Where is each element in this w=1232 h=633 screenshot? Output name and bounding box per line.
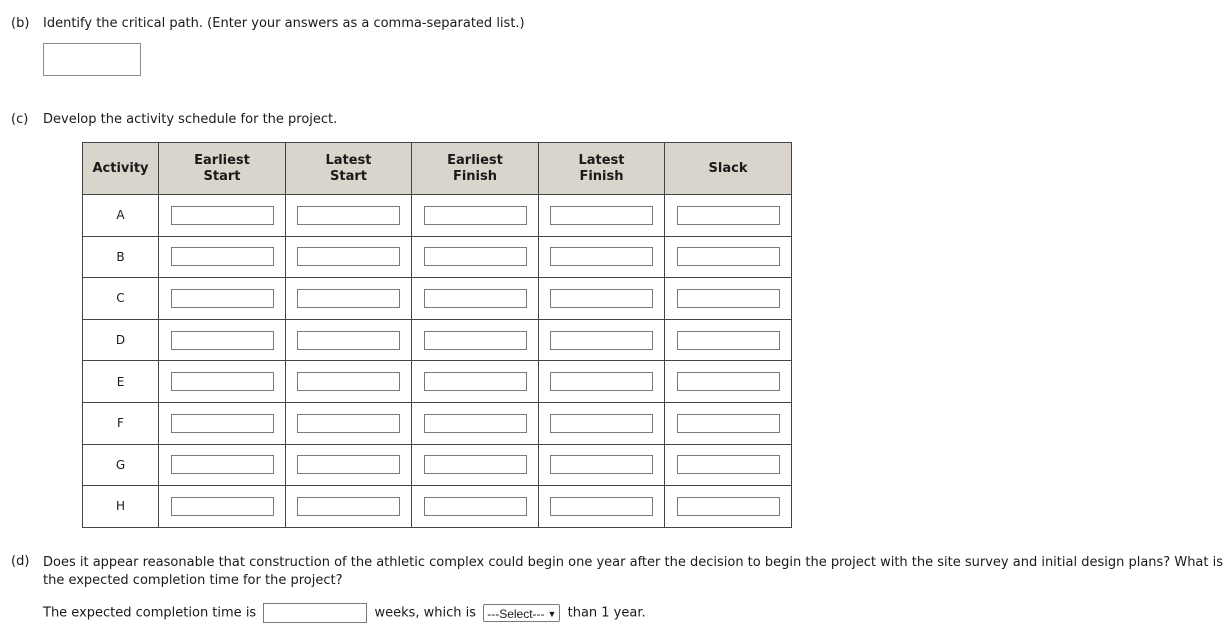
latest-start-cell [286, 444, 412, 486]
activity-label: H [83, 486, 159, 528]
latest-finish-cell [539, 361, 665, 403]
latest-start-input[interactable] [297, 414, 400, 433]
table-row [83, 361, 792, 403]
comparison-select-value: ---Select--- [487, 606, 545, 621]
latest-start-cell [286, 402, 412, 444]
table-row [83, 278, 792, 320]
latest-start-input[interactable] [297, 372, 400, 391]
activity-label: G [83, 444, 159, 486]
activity-schedule-table [82, 142, 792, 528]
activity-label: F [83, 402, 159, 444]
latest-finish-cell [539, 278, 665, 320]
completion-prefix: The expected completion time is [43, 605, 257, 621]
earliest-finish-cell [412, 319, 539, 361]
completion-time-input[interactable] [263, 603, 367, 623]
latest-finish-input[interactable] [550, 414, 653, 433]
slack-cell [665, 402, 792, 444]
earliest-start-cell [159, 236, 286, 278]
slack-cell [665, 195, 792, 237]
table-row [83, 319, 792, 361]
latest-finish-input[interactable] [550, 247, 653, 266]
latest-start-cell [286, 319, 412, 361]
latest-finish-input[interactable] [550, 289, 653, 308]
part-d-label: (d) [11, 554, 30, 569]
slack-cell [665, 319, 792, 361]
earliest-start-cell [159, 402, 286, 444]
earliest-finish-input[interactable] [424, 455, 527, 474]
slack-cell [665, 361, 792, 403]
slack-cell [665, 278, 792, 320]
part-b-label: (b) [11, 16, 30, 31]
earliest-finish-input[interactable] [424, 414, 527, 433]
earliest-finish-input[interactable] [424, 497, 527, 516]
latest-start-input[interactable] [297, 331, 400, 350]
latest-start-cell [286, 278, 412, 320]
earliest-start-cell [159, 486, 286, 528]
latest-finish-cell [539, 486, 665, 528]
latest-finish-input[interactable] [550, 497, 653, 516]
header-latest-finish: Latest Finish [539, 143, 665, 195]
completion-suffix: than 1 year. [567, 605, 646, 621]
header-slack: Slack [665, 143, 792, 195]
completion-middle: weeks, which is [374, 605, 477, 621]
earliest-start-input[interactable] [171, 414, 274, 433]
earliest-finish-input[interactable] [424, 289, 527, 308]
earliest-start-cell [159, 195, 286, 237]
table-row [83, 444, 792, 486]
activity-label: D [83, 319, 159, 361]
slack-input[interactable] [677, 206, 780, 225]
latest-finish-cell [539, 319, 665, 361]
activity-label: C [83, 278, 159, 320]
table-row [83, 402, 792, 444]
completion-time-sentence [43, 603, 646, 623]
earliest-start-input[interactable] [171, 372, 274, 391]
part-c-text: Develop the activity schedule for the project. [43, 112, 338, 127]
earliest-finish-cell [412, 278, 539, 320]
header-activity: Activity [83, 143, 159, 195]
earliest-finish-input[interactable] [424, 247, 527, 266]
earliest-finish-cell [412, 361, 539, 403]
slack-cell [665, 486, 792, 528]
slack-input[interactable] [677, 497, 780, 516]
part-d-text: Does it appear reasonable that construction of the athletic complex could begin one year after the decision to begin the project with the site survey and initial design plans? What is the expected completion time for the project? [43, 555, 1224, 588]
earliest-finish-input[interactable] [424, 372, 527, 391]
latest-finish-cell [539, 444, 665, 486]
comparison-select[interactable] [483, 604, 560, 622]
latest-start-input[interactable] [297, 289, 400, 308]
earliest-finish-cell [412, 195, 539, 237]
header-earliest-start: Earliest Start [159, 143, 286, 195]
slack-input[interactable] [677, 455, 780, 474]
latest-start-input[interactable] [297, 247, 400, 266]
header-earliest-finish: Earliest Finish [412, 143, 539, 195]
table-header-row [83, 143, 792, 195]
latest-start-cell [286, 361, 412, 403]
part-c-label: (c) [11, 112, 29, 127]
earliest-finish-input[interactable] [424, 206, 527, 225]
slack-cell [665, 444, 792, 486]
slack-input[interactable] [677, 331, 780, 350]
latest-finish-cell [539, 195, 665, 237]
slack-input[interactable] [677, 247, 780, 266]
critical-path-input[interactable] [43, 43, 141, 76]
earliest-start-input[interactable] [171, 206, 274, 225]
earliest-start-input[interactable] [171, 497, 274, 516]
earliest-start-input[interactable] [171, 331, 274, 350]
earliest-start-cell [159, 278, 286, 320]
activity-label: E [83, 361, 159, 403]
latest-finish-cell [539, 402, 665, 444]
earliest-finish-cell [412, 236, 539, 278]
earliest-start-input[interactable] [171, 455, 274, 474]
chevron-down-icon: ▼ [547, 608, 557, 619]
latest-start-cell [286, 195, 412, 237]
earliest-finish-cell [412, 444, 539, 486]
part-b-text: Identify the critical path. (Enter your answers as a comma-separated list.) [43, 16, 525, 31]
earliest-start-cell [159, 361, 286, 403]
header-latest-start: Latest Start [286, 143, 412, 195]
latest-finish-input[interactable] [550, 331, 653, 350]
slack-cell [665, 236, 792, 278]
activity-label: B [83, 236, 159, 278]
earliest-finish-cell [412, 402, 539, 444]
latest-finish-input[interactable] [550, 372, 653, 391]
table-row [83, 486, 792, 528]
earliest-start-cell [159, 319, 286, 361]
latest-start-input[interactable] [297, 497, 400, 516]
earliest-start-cell [159, 444, 286, 486]
latest-start-cell [286, 236, 412, 278]
latest-finish-cell [539, 236, 665, 278]
latest-start-input[interactable] [297, 455, 400, 474]
latest-start-cell [286, 486, 412, 528]
slack-input[interactable] [677, 372, 780, 391]
latest-start-input[interactable] [297, 206, 400, 225]
earliest-start-input[interactable] [171, 289, 274, 308]
latest-finish-input[interactable] [550, 206, 653, 225]
latest-finish-input[interactable] [550, 455, 653, 474]
slack-input[interactable] [677, 414, 780, 433]
earliest-start-input[interactable] [171, 247, 274, 266]
activity-label: A [83, 195, 159, 237]
table-row [83, 195, 792, 237]
earliest-finish-cell [412, 486, 539, 528]
table-row [83, 236, 792, 278]
earliest-finish-input[interactable] [424, 331, 527, 350]
slack-input[interactable] [677, 289, 780, 308]
